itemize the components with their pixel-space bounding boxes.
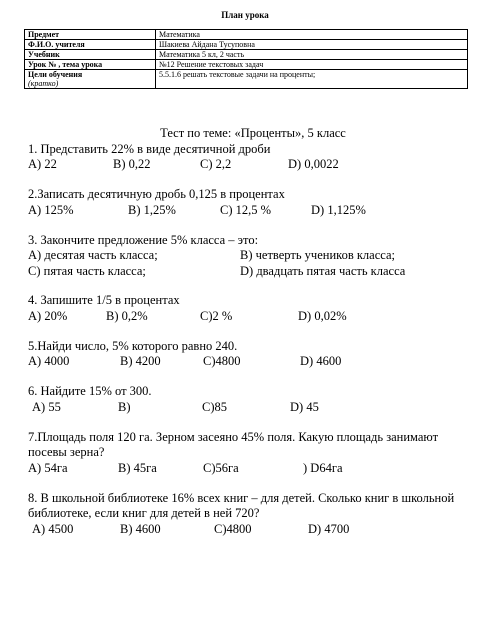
question-7	[28, 430, 478, 477]
option-c: С)2 %	[200, 308, 233, 323]
option-a: А) 54га	[28, 460, 68, 475]
answer-options	[28, 157, 478, 173]
option-d: D) 0,02%	[298, 308, 347, 323]
meta-value: №12 Решение текстовых задач	[156, 60, 468, 70]
option-d: ) D64га	[303, 460, 343, 475]
question-text: 4. Запишите 1/5 в процентах	[28, 293, 180, 307]
option-a: А) 20%	[28, 308, 68, 323]
option-d: D) 45	[290, 399, 319, 414]
answer-options	[28, 309, 478, 325]
question-6	[28, 384, 478, 416]
answer-options	[28, 354, 478, 370]
option-d: D) двадцать пятая часть класса	[240, 263, 406, 278]
question-4	[28, 293, 478, 325]
option-b: В) 0,2%	[106, 308, 148, 323]
option-b: В) четверть учеников класса;	[240, 248, 395, 262]
option-c: С) 2,2	[200, 157, 232, 171]
meta-value: Шакиева Айдана Тусуповна	[156, 40, 468, 50]
meta-value: Математика	[156, 30, 468, 40]
meta-key: Ф.И.О. учителя	[25, 40, 156, 50]
answer-options	[28, 461, 478, 477]
option-a: А) 22	[28, 157, 57, 171]
meta-key: Предмет	[25, 30, 156, 40]
answer-options	[28, 522, 478, 538]
question-8	[28, 491, 478, 538]
meta-row	[25, 50, 468, 60]
option-d: D) 4600	[300, 354, 342, 368]
meta-row	[25, 40, 468, 50]
option-c: С) пятая часть класса;	[28, 263, 146, 278]
question-text: 1. Представить 22% в виде десятичной дроби	[28, 141, 271, 156]
question-5	[28, 339, 478, 371]
test-body	[28, 126, 478, 538]
question-3	[28, 233, 478, 280]
meta-key: Учебник	[25, 50, 156, 60]
option-a: А) 4000	[28, 354, 70, 368]
question-1	[28, 142, 478, 174]
meta-value: Математика 5 кл, 2 часть	[156, 50, 468, 60]
question-text: 7.Площадь поля 120 га. Зерном засеяно 45% поля. Какую площадь занимают посевы зерна?	[28, 429, 439, 459]
option-a: А) десятая часть класса;	[28, 248, 158, 262]
meta-key-sub: (кратко)	[28, 79, 59, 88]
option-c: С)4800	[214, 521, 252, 536]
option-b: В)	[118, 399, 131, 414]
answer-options	[28, 248, 478, 264]
option-b: В) 4200	[120, 354, 161, 368]
option-d: D) 0,0022	[288, 157, 339, 171]
option-c: С)4800	[203, 354, 241, 368]
answer-options	[28, 400, 478, 416]
option-a: А) 125%	[28, 202, 74, 217]
option-c: С)56га	[203, 460, 239, 475]
lesson-meta-table	[24, 29, 468, 89]
meta-row	[25, 30, 468, 40]
meta-key: Урок № , тема урока	[25, 60, 156, 70]
question-text: 6. Найдите 15% от 300.	[28, 384, 152, 398]
option-b: В) 4600	[120, 521, 161, 536]
question-text: 2.Записать десятичную дробь 0,125 в процентах	[28, 187, 285, 201]
option-a: А) 4500	[32, 521, 74, 536]
meta-key-cell	[25, 70, 156, 89]
option-c: С)85	[202, 399, 227, 414]
plan-title: План урока	[221, 10, 269, 20]
answer-options	[28, 264, 478, 280]
option-b: В) 45га	[118, 460, 157, 475]
meta-row	[25, 60, 468, 70]
option-d: D) 4700	[308, 521, 350, 536]
option-c: С) 12,5 %	[220, 202, 272, 217]
question-2	[28, 187, 478, 219]
question-text: 8. В школьной библиотеке 16% всех книг – для детей. Сколько книг в школьной библиотеке, если книг для детей в ней 720?	[28, 490, 455, 520]
meta-row	[25, 70, 468, 89]
answer-options	[28, 203, 478, 219]
test-title: Тест по теме: «Проценты», 5 класс	[160, 126, 346, 140]
question-text: 3. Закончите предложение 5% класса – это:	[28, 232, 259, 247]
option-b: В) 1,25%	[128, 202, 176, 217]
question-text: 5.Найди число, 5% которого равно 240.	[28, 338, 238, 353]
meta-value: 5.5.1.6 решать текстовые задачи на проценты;	[156, 70, 468, 89]
option-d: D) 1,125%	[311, 202, 366, 217]
meta-key: Цели обучения	[28, 70, 83, 79]
option-a: А) 55	[32, 399, 61, 414]
option-b: В) 0,22	[113, 157, 151, 171]
